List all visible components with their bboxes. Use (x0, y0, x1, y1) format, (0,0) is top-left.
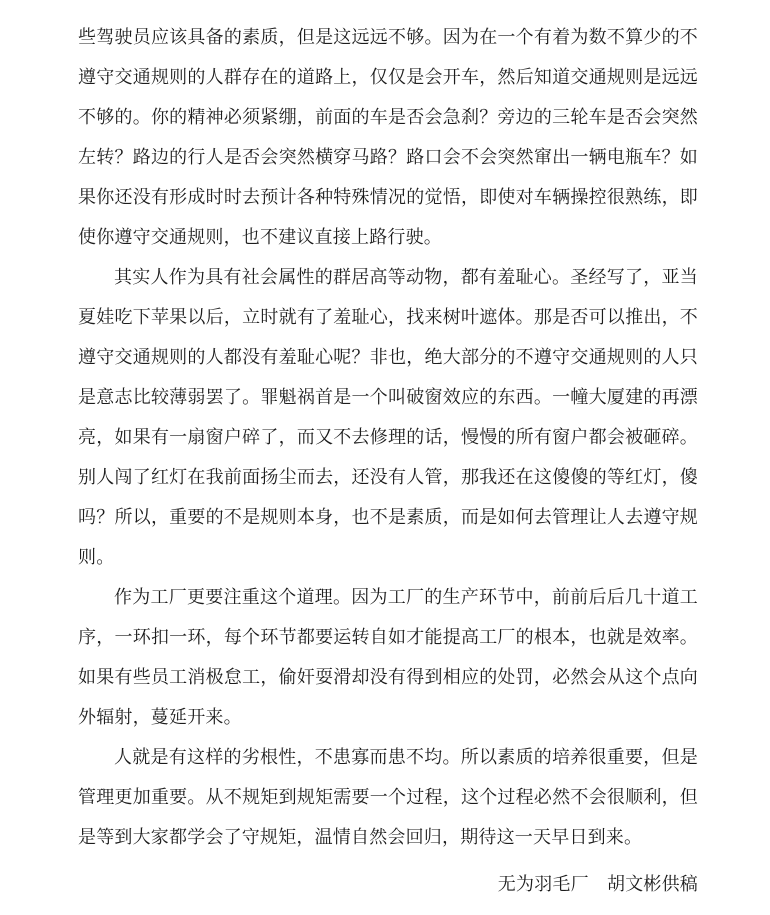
paragraph (78, 737, 698, 857)
text-line: 些驾驶员应该具备的素质，但是这远远不够。因为在一个有着为数不算少的不 (78, 27, 698, 47)
text-line: 管理更加重要。从不规矩到规矩需要一个过程，这个过程必然不会很顺利，但 (78, 787, 698, 807)
text-line: 吗？所以，重要的不是规则本身，也不是素质，而是如何去管理让人去遵守规 (78, 507, 698, 527)
text-line: 序，一环扣一环，每个环节都要运转自如才能提高工厂的根本，也就是效率。 (78, 627, 698, 647)
byline: 无为羽毛厂 胡文彬供稿 (497, 874, 698, 894)
text-line: 外辐射，蔓延开来。 (78, 707, 242, 727)
text-line: 遵守交通规则的人群存在的道路上，仅仅是会开车，然后知道交通规则是远远 (78, 67, 698, 87)
text-line: 不够的。你的精神必须紧绷，前面的车是否会急刹？旁边的三轮车是否会突然 (78, 107, 698, 127)
text-line: 左转？路边的行人是否会突然横穿马路？路口会不会突然窜出一辆电瓶车？如 (78, 147, 698, 167)
paragraph (78, 17, 698, 257)
text-line: 使你遵守交通规则，也不建议直接上路行驶。 (78, 227, 442, 247)
text-line: 遵守交通规则的人都没有羞耻心呢？非也，绝大部分的不遵守交通规则的人只 (78, 347, 698, 367)
text-line: 亮，如果有一扇窗户碎了，而又不去修理的话，慢慢的所有窗户都会被砸碎。 (78, 427, 698, 447)
paragraph (78, 257, 698, 577)
paragraph (78, 577, 698, 737)
text-line: 其实人作为具有社会属性的群居高等动物，都有羞耻心。圣经写了，亚当 (114, 267, 698, 287)
text-line: 夏娃吃下苹果以后，立时就有了羞耻心，找来树叶遮体。那是否可以推出，不 (78, 307, 698, 327)
text-line: 则。 (78, 547, 115, 567)
text-line: 是意志比较薄弱罢了。罪魁祸首是一个叫破窗效应的东西。一幢大厦建的再漂 (78, 387, 698, 407)
text-line: 是等到大家都学会了守规矩，温情自然会回归，期待这一天早日到来。 (78, 827, 643, 847)
text-line: 作为工厂更要注重这个道理。因为工厂的生产环节中，前前后后几十道工 (114, 587, 698, 607)
document-body (78, 17, 698, 857)
text-line: 果你还没有形成时时去预计各种特殊情况的觉悟，即使对车辆操控很熟练，即 (78, 187, 698, 207)
text-line: 别人闯了红灯在我前面扬尘而去，还没有人管，那我还在这傻傻的等红灯，傻 (78, 467, 698, 487)
text-line: 如果有些员工消极怠工，偷奸耍滑却没有得到相应的处罚，必然会从这个点向 (78, 667, 698, 687)
text-line: 人就是有这样的劣根性，不患寡而患不均。所以素质的培养很重要，但是 (114, 747, 698, 767)
